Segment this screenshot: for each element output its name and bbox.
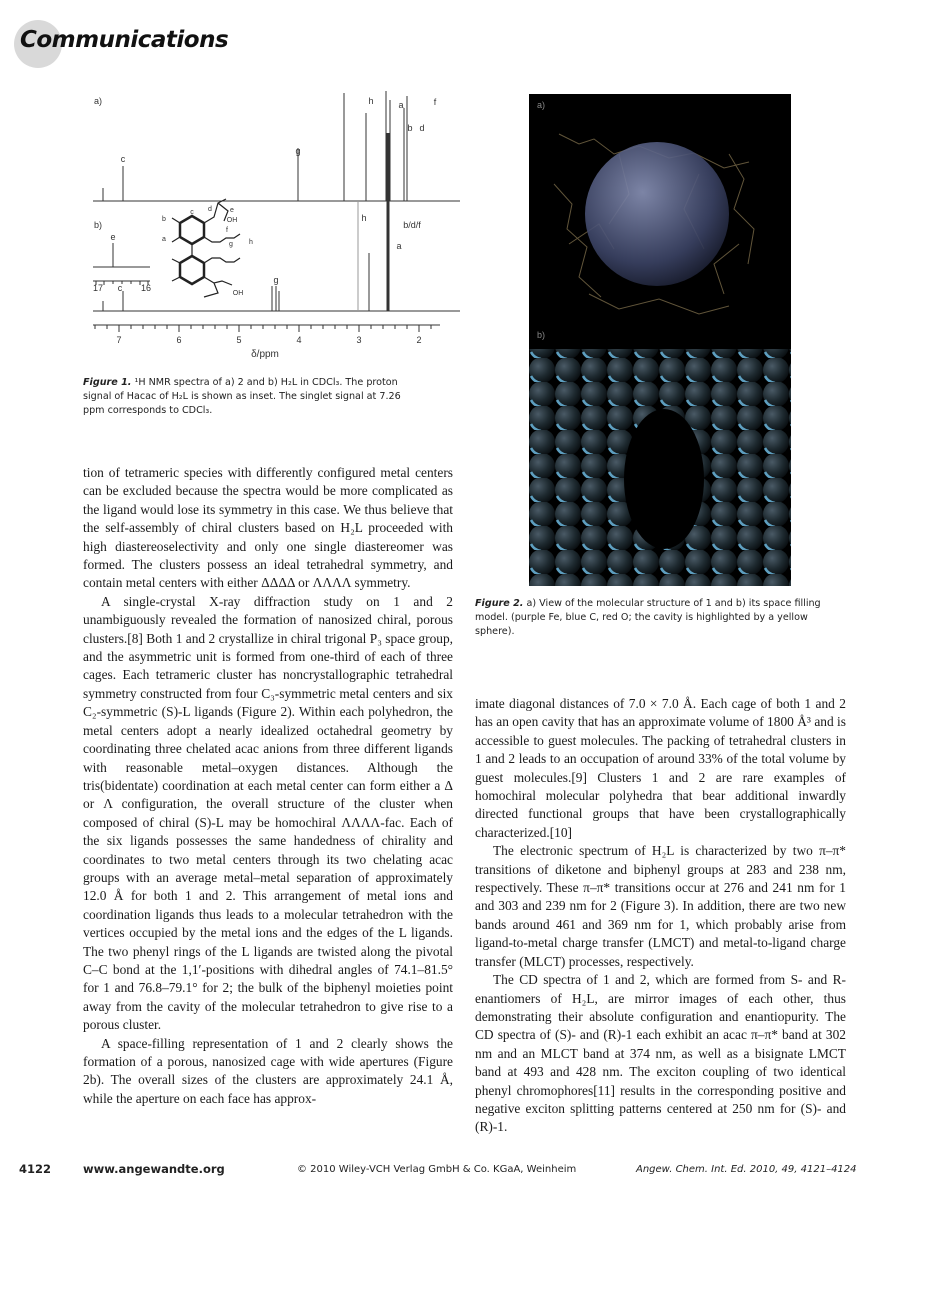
x-tick-3: 3	[356, 335, 362, 345]
peak-label-h: h	[368, 96, 374, 106]
peak-label-c: c	[120, 154, 126, 164]
fig2-panel-a-label: a)	[537, 100, 546, 110]
structure-label-e: e	[230, 207, 234, 214]
paragraph: tion of tetrameric species with differently configured metal centers can be excluded because the spectra would be more complicated as the ligand would lose its symmetry in this case. We thus believe that the self-assembly of chiral clusters based on H₂L proceeded with high diastereoselectivity and only one single diastereomer was formed. The clusters possess an ideal tetrahedral symmetry, and contain metal centers with either ΔΔΔΔ or ΛΛΛΛ symmetry.	[83, 465, 453, 591]
figure-2-molecular-structure	[529, 94, 791, 586]
paragraph: The electronic spectrum of H₂L is characterized by two π–π* transitions of diketone and biphenyl groups at 283 and 238 nm, respectively. These π–π* transitions occur at 276 and 241 nm for 1 and 303 and 239 nm for 2 (Figure 3). In addition, there are two new bands around 461 and 369 nm for 1, which probably arise from ligand-to-metal charge transfer (LMCT) and metal-to-ligand charge transfer (MLCT) processes, respectively.	[475, 843, 846, 969]
left-text-column	[83, 464, 453, 1108]
page-number: 4122	[19, 1162, 52, 1176]
figure-1-caption-label: Figure 1.	[83, 377, 132, 388]
paragraph: imate diagonal distances of 7.0 × 7.0 Å. Each cage of both 1 and 2 has an open cavity that has an approximate volume of 1800 Å³ and is accessible to guest molecules. The packing of tetrahedral clusters in 1 and 2 leads to an occupation of around 33% of the total volume by guest molecules.[9] Clusters 1 and 2 are rare examples of homochiral molecular polyhedra that bear additional inwardly directed functional groups that have been crystallographically characterized.[10]	[475, 696, 846, 840]
figure-1-nmr-spectra	[80, 88, 460, 368]
peak-label-e: e	[110, 232, 116, 242]
x-tick-2: 2	[416, 335, 422, 345]
copyright-notice: © 2010 Wiley-VCH Verlag GmbH & Co. KGaA, Weinheim	[297, 1164, 577, 1175]
structure-label-a: a	[162, 236, 166, 243]
peak-label-c-b: c	[117, 283, 123, 293]
x-tick-5: 5	[236, 335, 242, 345]
peak-label-b: b	[407, 123, 413, 133]
panel-b-label: b)	[94, 220, 103, 230]
structure-label-oh-2: OH	[232, 290, 244, 297]
peak-label-f: f	[433, 97, 437, 107]
inset-tick-17: 17	[92, 283, 104, 293]
peak-label-bdf: b/d/f	[403, 220, 421, 230]
peak-label-a: a	[398, 100, 404, 110]
fig2-panel-b-label: b)	[537, 330, 546, 340]
x-tick-6: 6	[176, 335, 182, 345]
x-tick-7: 7	[116, 335, 122, 345]
inset-tick-16: 16	[140, 283, 152, 293]
x-tick-4: 4	[296, 335, 302, 345]
structure-label-d: d	[208, 206, 212, 213]
peak-label-a-b: a	[396, 241, 402, 251]
figure-1-caption-text: ¹H NMR spectra of a) 2 and b) H₂L in CDCl₃. The proton signal of Hacac of H₂L is shown as inset. The singlet signal at 7.26 ppm corresponds to CDCl₃.	[83, 377, 401, 417]
panel-a-label: a)	[94, 96, 103, 106]
x-axis-label: δ/ppm	[251, 349, 279, 360]
figure-2-caption-text: a) View of the molecular structure of 1 and b) its space filling model. (purple Fe, blue C, red O; the cavity is highlighted by a yellow sphere).	[475, 598, 821, 638]
structure-label-h: h	[249, 239, 253, 246]
figure-1-caption	[83, 376, 403, 419]
structure-label-f: f	[226, 227, 228, 234]
paragraph: A single-crystal X-ray diffraction study on 1 and 2 unambiguously revealed the formation of nanosized chiral, porous clusters.[8] Both 1 and 2 crystallize in chiral trigonal P₃ space group, and the asymmetric unit is formed from one-third of each of three cages. Each tetrameric cluster has noncrystallographic tetrahedral symmetry constructed from four C₃-symmetric metal centers and six C₂-symmetric (S)-L ligands (Figure 2). Within each polyhedron, the metal centers adopt a nearly idealized octahedral geometry by coordinating three chelated acac anions from three different ligands with reasonable metal–oxygen distances. Although the tris(bidentate) coordination at each metal center can form either a Δ or Λ configuration, the overall structure of the cluster when composed of chiral (S)-L may be homochiral ΛΛΛΛ-fac. Each of the six ligands possesses the same handedness of chirality and coordinates to two metal centers through its two chelating acac groups with an average metal–metal separation of approximately 12.0 Å for both 1 and 2. This arrangement of metal ions and coordination ligands thus leads to a molecular tetrahedron with the vertices occupied by the metal ions and the edges of the L ligands. The two phenyl rings of the L ligands are twisted along the pivotal C–C bond at the 1,1′-positions with dihedral angles of 74.1–81.5° for 1 and 76.8–79.1° for 2; the bulk of the biphenyl moieties point away from the cavity of the molecular tetrahedron to give rise to a porous cluster.	[83, 593, 453, 1033]
structure-label-oh: OH	[226, 217, 238, 224]
peak-label-h-b: h	[361, 213, 367, 223]
right-text-column	[475, 695, 846, 1137]
figure-2-caption	[475, 597, 850, 640]
structure-label-b: b	[162, 216, 166, 223]
structure-label-c: c	[190, 209, 194, 216]
journal-citation: Angew. Chem. Int. Ed. 2010, 49, 4121–4124	[636, 1164, 857, 1175]
structure-label-g: g	[229, 241, 233, 248]
cavity-sphere	[585, 142, 729, 286]
paragraph: The CD spectra of 1 and 2, which are formed from S- and R-enantiomers of H₂L, are mirror images of each other, thus demonstrating their absolute configuration and enantiopurity. The CD spectra of (S)- and (R)-1 each exhibit an acac π–π* band at 302 nm and an MLCT band at 374 nm, as well as a bisignate LMCT band at 493 and 428 nm. The exciton coupling of two identical phenyl chromophores[11] results in the corresponding positive and negative exciton splitting patterns centered at 250 nm for (S)- and (R)-1.	[475, 972, 846, 1135]
peak-label-d: d	[419, 123, 425, 133]
section-header: Communications	[20, 27, 229, 53]
x-axis-ticks	[95, 325, 431, 332]
peak-label-g: g	[295, 146, 301, 156]
peak-label-g-b: g	[273, 275, 279, 285]
figure-2-caption-label: Figure 2.	[475, 598, 524, 609]
journal-website-link[interactable]: www.angewandte.org	[83, 1162, 225, 1176]
paragraph: A space-filling representation of 1 and 2 clearly shows the formation of a porous, nanosized cage with wide apertures (Figure 2b). The overall sizes of the clusters are approximately 24.1 Å, while the aperture on each face has approx-	[83, 1035, 453, 1106]
